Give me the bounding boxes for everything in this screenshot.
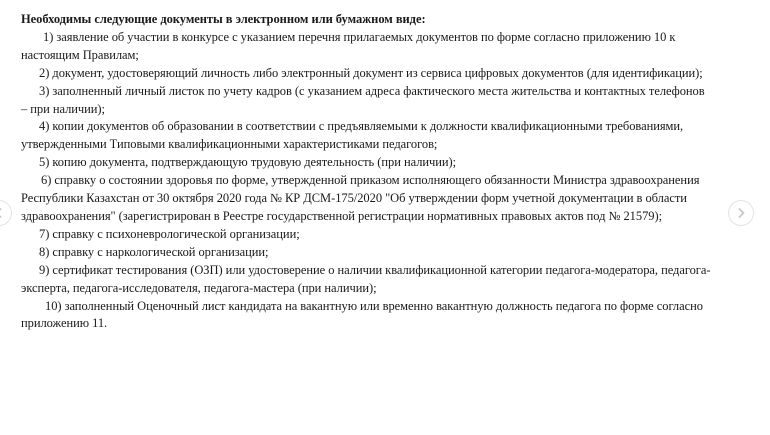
document-list (21, 29, 711, 333)
list-item: 5) копию документа, подтверждающую трудовую деятельность (при наличии); (39, 155, 457, 170)
list-item: 4) копии документов об образовании в соответствии с предъявляемыми к должности квалификационными требованиями, утвержденными Типовыми квалификационными характеристиками педагогов; (21, 119, 684, 152)
list-item: 8) справку с наркологической организации; (39, 244, 269, 259)
list-item: 3) заполненный личный листок по учету кадров (с указанием адреса фактического места жительства и контактных телефонов – при наличии); (21, 83, 705, 116)
list-item: 2) документ, удостоверяющий личность либо электронный документ из сервиса цифровых документов (для идентификации); (39, 65, 703, 80)
list-item: 7) справку с психоневрологической организации; (39, 226, 300, 241)
list-item: 1) заявление об участии в конкурсе с указанием перечня прилагаемых документов по форме согласно приложению 10 к настоящим Правилам; (21, 29, 676, 62)
list-item: 10) заполненный Оценочный лист кандидата на вакантную или временно вакантную должность педагога по форме согласно приложению 11. (21, 298, 703, 331)
chevron-left-icon (0, 207, 4, 219)
next-slide-button[interactable] (728, 200, 754, 226)
document-text (21, 11, 711, 333)
chevron-right-icon (736, 207, 746, 219)
previous-slide-button[interactable] (0, 200, 12, 226)
list-item: 6) справку о состоянии здоровья по форме, утвержденной приказом исполняющего обязанности Министра здравоохранения Республики Казахстан от 30 октября 2020 года № КР ДСМ-175/2020 "Об утверждении форм учетной документации в области здравоохранения" (зарегистрирован в Реестре государственной регистрации нормативных правовых актов под № 21579); (21, 173, 700, 223)
document-heading: Необходимы следующие документы в электронном или бумажном виде: (21, 12, 426, 26)
list-item: 9) сертификат тестирования (ОЗП) или удостоверение о наличии квалификационной категории педагога-модератора, педагога-эксперта, педагога-исследователя, педагога-мастера (при наличии); (21, 262, 711, 295)
